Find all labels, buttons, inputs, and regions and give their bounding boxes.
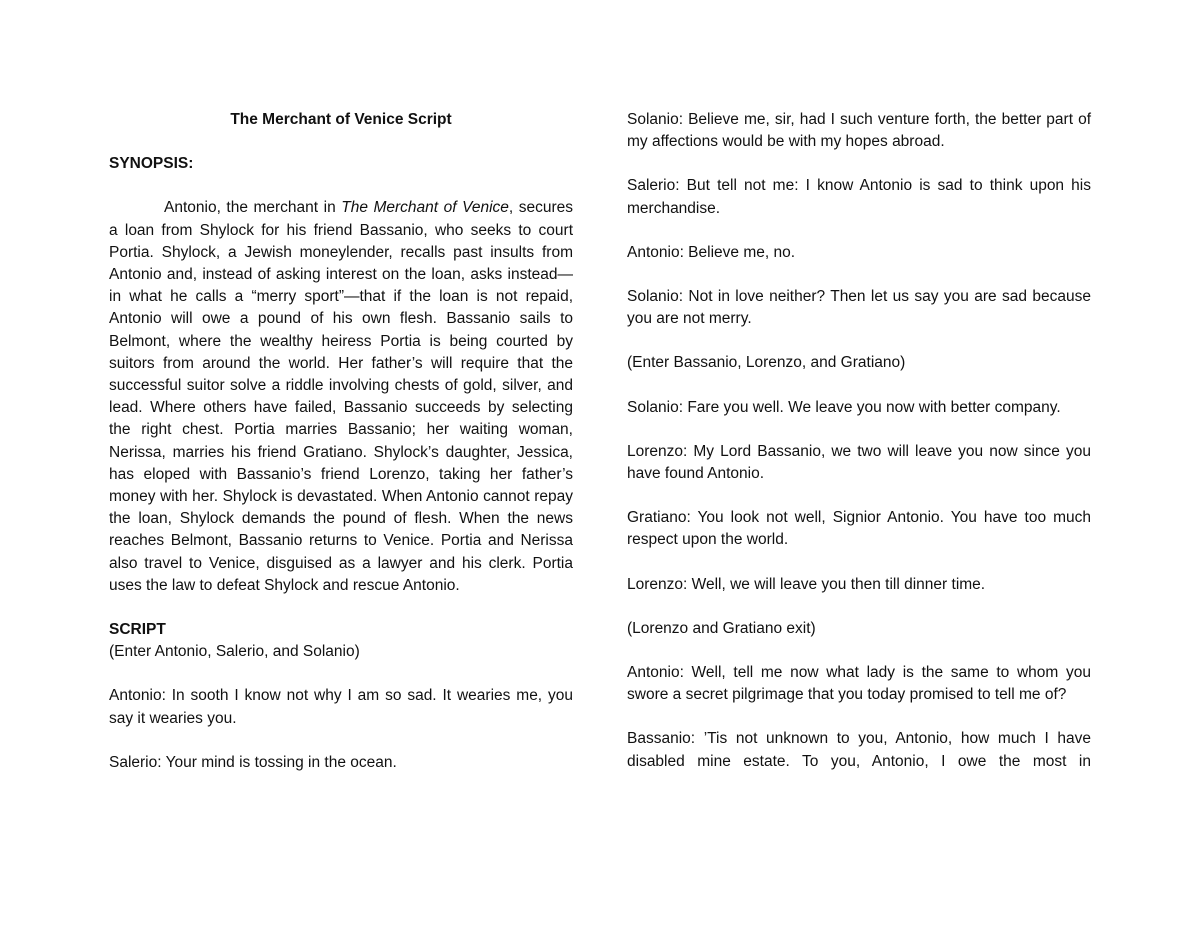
synopsis-text-rest: , secures a loan from Shylock for his friend Bassanio, who seeks to court Portia. Shylock, a Jewish moneylender, recalls past insults from Antonio and, instead of asking interest on the loan, asks instead—in what he calls a “merry sport”—that if the loan is not repaid, Antonio will owe a pound of his own flesh. Bassanio sails to Belmont, where the wealthy heiress Portia is being courted by suitors from around the world. Her father’s will require that the successful suitor solve a riddle involving chests of gold, silver, and lead. Where others have failed, Bassanio succeeds by selecting the right chest. Portia marries Bassanio; her waiting woman, Nerissa, marries his friend Gratiano. Shylock’s daughter, Jessica, has eloped with Bassanio’s friend Lorenzo, taking her father’s money with her. Shylock is devastated. When Antonio cannot repay the loan, Shylock demands the pound of flesh. When the news reaches Belmont, Bassanio returns to Venice. Portia and Nerissa also travel to Venice, disguised as a lawyer and his clerk. Portia uses the law to defeat Shylock and rescue Antonio. <box>109 199 574 594</box>
script-line: Gratiano: You look not well, Signior Antonio. You have too much respect upon the world. <box>627 509 1091 549</box>
script-line: Salerio: Your mind is tossing in the ocean. <box>109 753 397 771</box>
script-line: Salerio: But tell not me: I know Antonio is sad to think upon his merchandise. <box>627 177 1091 217</box>
right-column <box>627 109 1091 773</box>
script-line: Bassanio: ’Tis not unknown to you, Antonio, how much I have disabled mine estate. To you, Antonio, I owe the most in <box>627 730 1091 770</box>
stage-direction: (Lorenzo and Gratiano exit) <box>627 619 816 637</box>
stage-direction: (Enter Bassanio, Lorenzo, and Gratiano) <box>627 354 906 372</box>
script-line: Solanio: Fare you well. We leave you now with better company. <box>627 398 1061 416</box>
left-column <box>109 109 573 774</box>
script-line: Solanio: Believe me, sir, had I such venture forth, the better part of my affections would be with my hopes abroad. <box>627 111 1091 151</box>
script-line: Antonio: Believe me, no. <box>627 243 796 261</box>
document-title: The Merchant of Venice Script <box>230 111 452 128</box>
synopsis-paragraph <box>109 197 573 597</box>
synopsis-heading: SYNOPSIS: <box>109 155 194 173</box>
script-line: Lorenzo: My Lord Bassanio, we two will leave you now since you have found Antonio. <box>627 442 1091 483</box>
work-title: The Merchant of Venice <box>341 199 509 217</box>
stage-direction: (Enter Antonio, Salerio, and Solanio) <box>109 643 360 661</box>
synopsis-text-start: Antonio, the merchant in <box>164 199 342 217</box>
script-heading: SCRIPT <box>109 621 166 639</box>
script-line: Antonio: Well, tell me now what lady is the same to whom you swore a secret pilgrimage that you today promised to tell me of? <box>627 664 1091 704</box>
script-line: Antonio: In sooth I know not why I am so sad. It wearies me, you say it wearies you. <box>109 687 573 727</box>
script-line: Solanio: Not in love neither? Then let us say you are sad because you are not merry. <box>627 288 1091 328</box>
script-line: Lorenzo: Well, we will leave you then till dinner time. <box>627 575 986 593</box>
